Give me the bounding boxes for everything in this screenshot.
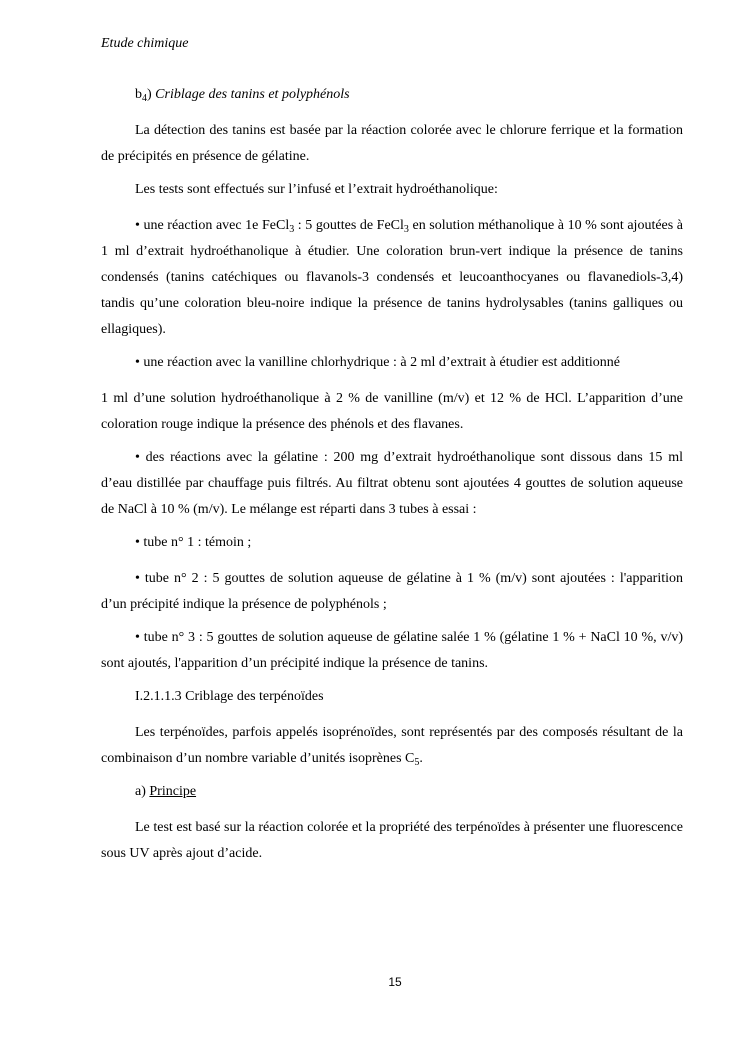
body-text bbox=[101, 82, 683, 874]
section-heading-terpenoides: I.2.1.1.3 Criblage des terpénoïdes bbox=[135, 689, 324, 704]
paragraph-gelatin-test: • des réactions avec la gélatine : 200 mg d’extrait hydroéthanolique sont dissous dans 15 ml d’eau distillée par chauffage puis filtrés. Au filtrat obtenu sont ajoutées 4 gouttes de solution aqueuse de NaCl à 10 % (m/v). Le mélange est réparti dans 3 tubes à essai : bbox=[101, 450, 683, 517]
paragraph-tube-1: • tube n° 1 : témoin ; bbox=[135, 535, 252, 550]
paragraph-fecl3-test bbox=[101, 213, 683, 343]
fecl3-text-c: en solution méthanolique à 10 % sont ajoutées à 1 ml d’extrait hydroéthanolique à étudier. Une coloration brun-vert indique la présence de tanins condensés (tanins catéchiques ou flavanols-3 condensés et leucoanthocyanes ou flavanediols-3,4) tandis qu’une coloration bleu-noire indique la présence de tanins hydrolysables (tanins galliques ou ellagiques). bbox=[101, 218, 684, 337]
subsection-index: 4 bbox=[142, 93, 147, 104]
fecl3-text-b: : 5 gouttes de FeCl bbox=[294, 218, 404, 233]
subsection-title: Criblage des tanins et polyphénols bbox=[155, 87, 350, 102]
paragraph-principe: Le test est basé sur la réaction colorée et la propriété des terpénoïdes à présenter une fluorescence sous UV après ajout d’acide. bbox=[101, 820, 683, 861]
paragraph-tube-3: • tube n° 3 : 5 gouttes de solution aqueuse de gélatine salée 1 % (gélatine 1 % + NaCl 10 %, v/v) sont ajoutés, l'apparition d’un précipité indique la présence de tanins. bbox=[101, 630, 683, 671]
paragraph-vanillin-test: • une réaction avec la vanilline chlorhydrique : à 2 ml d’extrait à étudier est additionné bbox=[135, 355, 620, 370]
terp-sub: 5 bbox=[414, 757, 420, 768]
running-header: Etude chimique bbox=[101, 36, 189, 51]
principe-heading bbox=[101, 779, 683, 805]
subsection-heading-b4 bbox=[101, 82, 683, 108]
terp-text-b: . bbox=[419, 751, 423, 766]
paragraph-terpenoides bbox=[101, 720, 683, 772]
principe-label: Principe bbox=[149, 784, 197, 799]
fecl3-sub-2: 3 bbox=[403, 224, 409, 235]
paragraph-vanillin-detail: 1 ml d’une solution hydroéthanolique à 2 % de vanilline (m/v) et 12 % de HCl. L’apparition d’une coloration rouge indique la présence des phénols et des flavanes. bbox=[101, 391, 683, 432]
paragraph-tests-intro: Les tests sont effectués sur l’infusé et l’extrait hydroéthanolique: bbox=[135, 182, 498, 197]
paragraph-tanin-detection: La détection des tanins est basée par la réaction colorée avec le chlorure ferrique et la formation de précipités en présence de gélatine. bbox=[101, 123, 683, 164]
fecl3-sub-1: 3 bbox=[289, 224, 295, 235]
page-number: 15 bbox=[388, 975, 402, 989]
principe-prefix: a) bbox=[135, 784, 150, 799]
subsection-letter: b bbox=[135, 87, 142, 102]
paragraph-tube-2: • tube n° 2 : 5 gouttes de solution aqueuse de gélatine à 1 % (m/v) sont ajoutées : l'apparition d’un précipité indique la présence de polyphénols ; bbox=[101, 571, 683, 612]
fecl3-text-a: • une réaction avec 1e FeCl bbox=[135, 218, 290, 233]
subsection-paren: ) bbox=[147, 87, 156, 102]
terp-text-a: Les terpénoïdes, parfois appelés isopréno​ïdes, sont représentés par des composés résultant de la combinaison d’un nombre variable d’unités isoprènes C bbox=[101, 725, 683, 766]
